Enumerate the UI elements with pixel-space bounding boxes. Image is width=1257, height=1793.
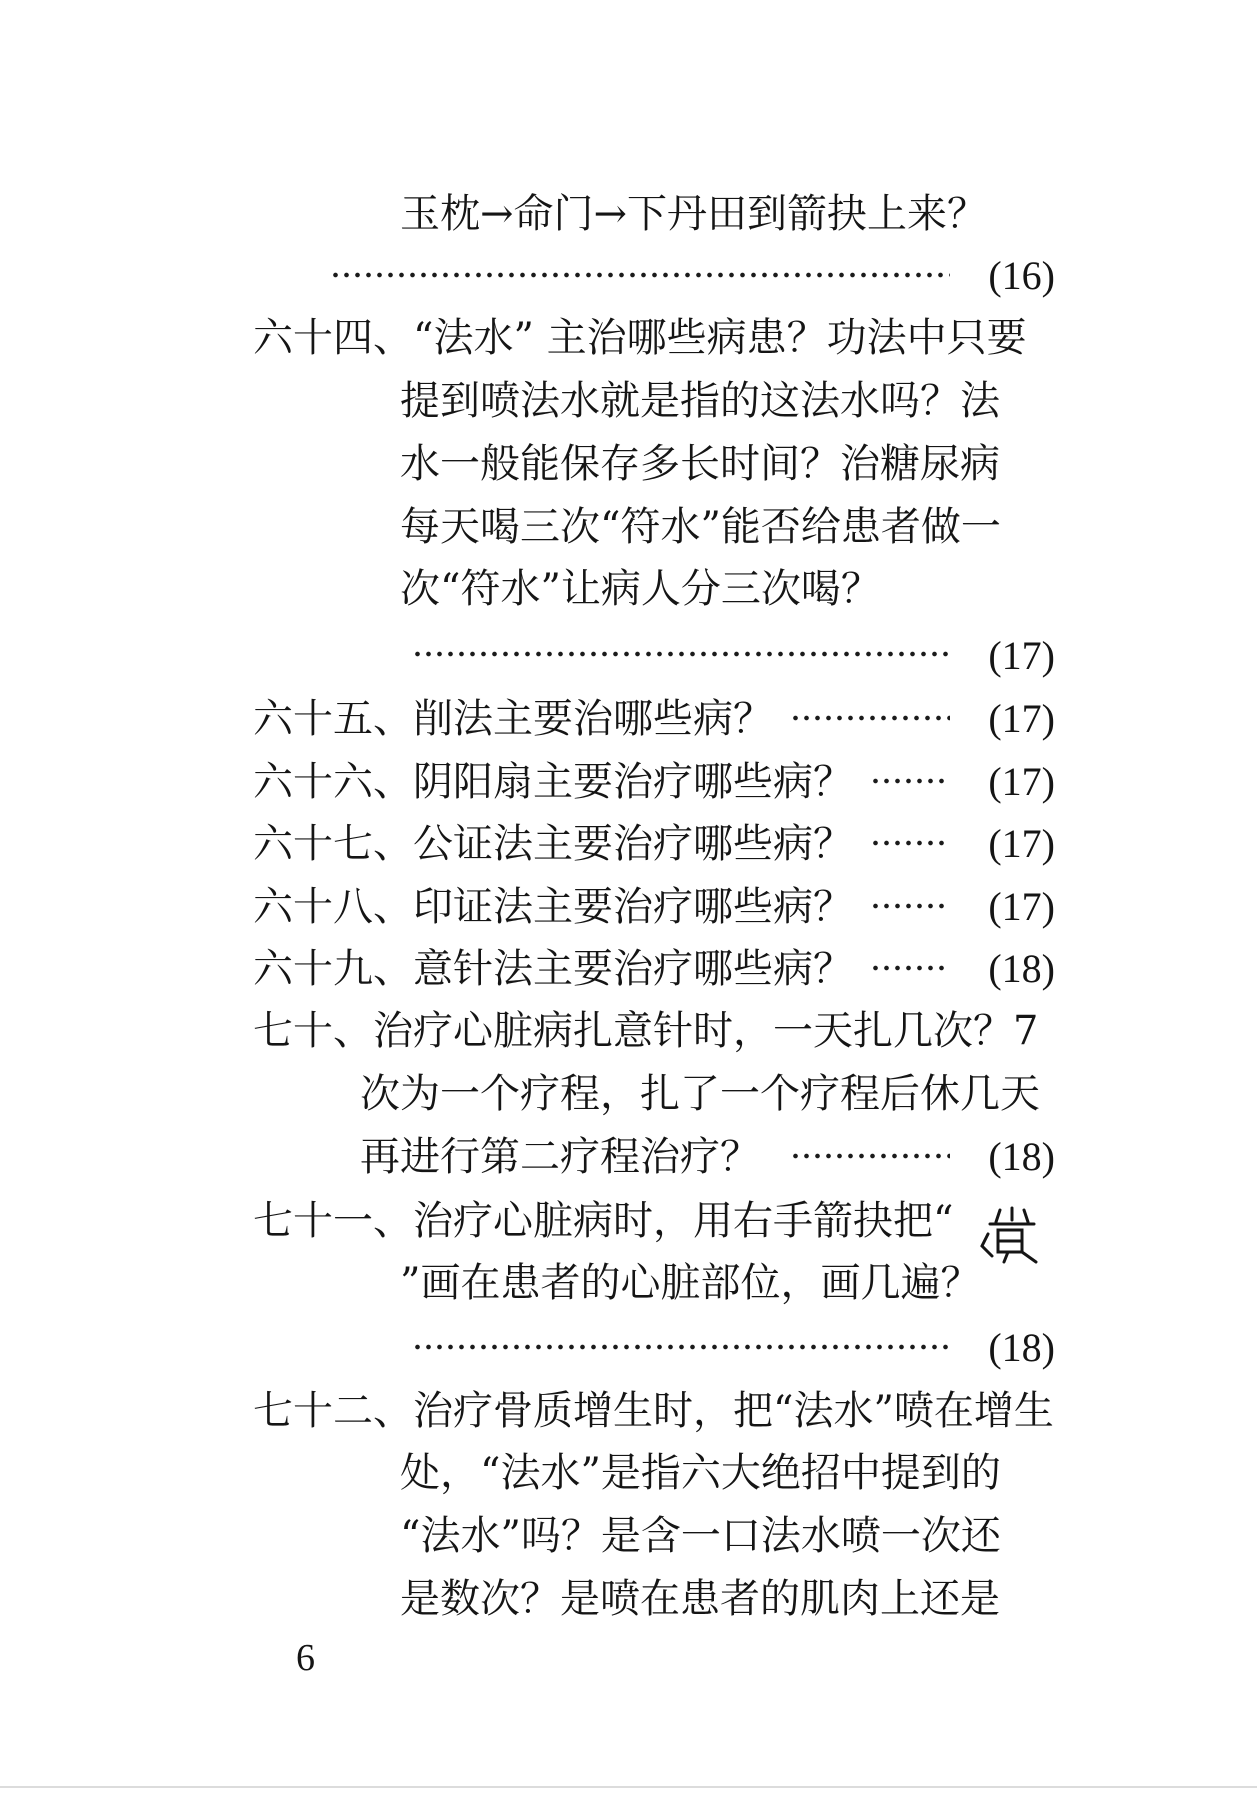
page-edge-divider: [0, 1786, 1257, 1788]
toc-entry-title: 六十四、“法水” 主治哪些病患？功法中只要: [253, 315, 1027, 361]
dot-leader: [870, 901, 950, 911]
toc-page-number: (17): [988, 759, 1055, 804]
toc-line: 玉枕→命门→下丹田到箭抉上来？: [400, 191, 988, 237]
toc-entry-title: 六十八、印证法主要治疗哪些病？: [253, 884, 853, 930]
toc-line: 再进行第二疗程治疗？: [360, 1134, 760, 1180]
dot-leader: [790, 1151, 950, 1161]
dot-leader: [870, 963, 950, 973]
page-number-folio: 6: [296, 1637, 315, 1679]
toc-line: 是数次？是喷在患者的肌肉上还是: [400, 1576, 1000, 1622]
dot-leader: [870, 776, 950, 786]
toc-page-number: (17): [988, 821, 1055, 866]
toc-entry-title: 七十一、治疗心脏病时，用右手箭抉把“: [253, 1198, 954, 1244]
dot-leader: [330, 270, 950, 280]
dot-leader: [790, 713, 950, 723]
toc-line: 次“符水”让病人分三次喝？: [400, 566, 881, 612]
toc-line: 次为一个疗程，扎了一个疗程后休几天: [360, 1071, 1040, 1117]
dot-leader: [412, 649, 950, 659]
toc-line: ”画在患者的心脏部位，画几遍？: [400, 1260, 981, 1306]
dot-leader: [870, 838, 950, 848]
toc-page-number: (18): [988, 1325, 1055, 1370]
toc-page-number: (17): [988, 884, 1055, 929]
talisman-glyph-icon: [978, 1204, 1044, 1266]
toc-page-number: (18): [988, 1134, 1055, 1179]
toc-line: 处，“法水”是指六大绝招中提到的: [400, 1450, 1001, 1496]
toc-entry-title: 六十五、削法主要治哪些病？: [253, 696, 773, 742]
toc-line: 提到喷法水就是指的这法水吗？法: [400, 378, 1000, 424]
toc-line: “法水”吗？是含一口法水喷一次还: [400, 1513, 1001, 1559]
toc-page-number: (17): [988, 696, 1055, 741]
toc-entry-title: 六十七、公证法主要治疗哪些病？: [253, 821, 853, 867]
toc-entry-title: 七十、治疗心脏病扎意针时，一天扎几次？7: [253, 1008, 1039, 1054]
toc-entry-title: 六十九、意针法主要治疗哪些病？: [253, 946, 853, 992]
dot-leader: [412, 1342, 950, 1352]
toc-entry-title: 六十六、阴阳扇主要治疗哪些病？: [253, 759, 853, 805]
toc-page-number: (18): [988, 946, 1055, 991]
toc-entry-title: 七十二、治疗骨质增生时，把“法水”喷在增生: [253, 1388, 1054, 1434]
toc-line: 水一般能保存多长时间？治糖尿病: [400, 441, 1000, 487]
toc-page-number: (16): [988, 253, 1055, 298]
toc-page-number: (17): [988, 633, 1055, 678]
toc-line: 每天喝三次“符水”能否给患者做一: [400, 504, 1001, 550]
